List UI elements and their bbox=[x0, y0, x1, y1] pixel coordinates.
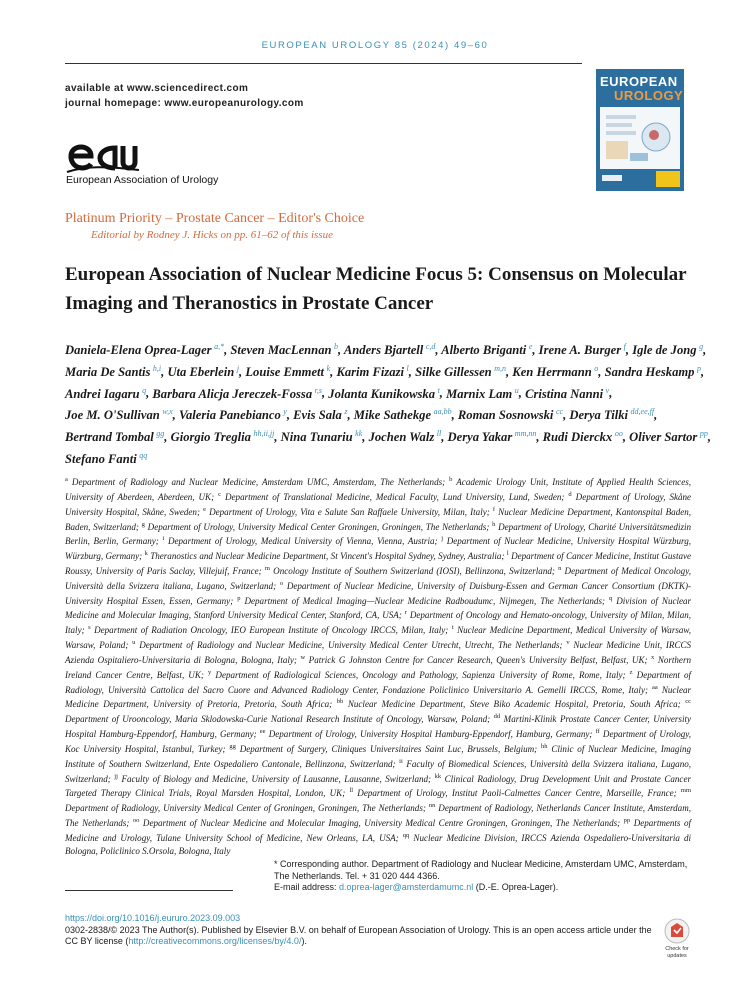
affiliation-text: Department of Nuclear Medicine, University of Duisburg-Essen and German Cancer Consortium (DKTK)-University Hospital Essen, Essen, Germany; bbox=[65, 580, 692, 606]
author-affiliation-ref[interactable]: r,s bbox=[314, 385, 322, 395]
priority-label: Platinum Priority – Prostate Cancer – Editor's Choice bbox=[65, 211, 365, 226]
affiliation-key: y bbox=[208, 668, 212, 676]
author-affiliation-ref[interactable]: kk bbox=[355, 428, 363, 438]
affiliation-key: ff bbox=[595, 728, 600, 736]
author-name: Karim Fizazi bbox=[336, 364, 404, 379]
affiliation-key: p bbox=[237, 594, 241, 602]
editorial-note: Editorial by Rodney J. Hicks on pp. 61–62 of this issue bbox=[91, 229, 333, 241]
license-end: ). bbox=[301, 936, 307, 946]
affiliation-key: ee bbox=[259, 728, 266, 736]
author-name: Igle de Jong bbox=[632, 343, 697, 358]
affiliation-text: Department of Translational Medicine, Medical Faculty, Lund University, Lund, Sweden; bbox=[225, 491, 565, 502]
author-name: Derya Yakar bbox=[447, 429, 513, 444]
affiliation-text: Martini-Klinik Prostate Cancer Center, University Hospital Hamburg-Eppendorf, Hamburg, Germany; bbox=[65, 714, 691, 740]
author-affiliation-ref[interactable]: qq bbox=[139, 450, 148, 460]
author-name: Stefano Fanti bbox=[65, 451, 137, 466]
author-affiliation-ref[interactable]: y bbox=[283, 407, 287, 417]
author[interactable] bbox=[230, 343, 338, 357]
affiliation-item bbox=[260, 729, 593, 739]
author[interactable] bbox=[167, 365, 239, 379]
author-affiliation-ref[interactable]: j bbox=[236, 363, 240, 373]
author-affiliation-ref[interactable]: f bbox=[623, 342, 626, 351]
email-label: E-mail address: bbox=[274, 882, 337, 892]
affiliation-key: f bbox=[492, 505, 496, 513]
author-name: Giorgio Treglia bbox=[170, 429, 251, 444]
affiliation-item bbox=[237, 596, 605, 606]
affiliation-text: Department of Radiology and Nuclear Medicine, Amsterdam UMC, Amsterdam, The Netherlands; bbox=[71, 477, 446, 488]
author[interactable] bbox=[328, 387, 440, 401]
author-name: Evis Sala bbox=[293, 408, 342, 423]
affiliation-text: Department of Urology, University Hospital Hamburg-Eppendorf, Hamburg, Germany; bbox=[268, 729, 593, 740]
affiliation-text: Department of Radiology, Università Cattolica del Sacro Cuore and Advanced Radiology Center, Fondazione Policlinico Universitario A. Gemelli IRCCS, Rome, Italy; bbox=[65, 669, 692, 695]
author-name: Jochen Walz bbox=[368, 429, 435, 444]
affiliation-text: Nuclear Medicine Division, IRCCS Azienda Ospedaliero-Universitaria di Bologna, Policlinico S.Orsola, Bologna, Italy bbox=[65, 832, 692, 856]
affiliation-item bbox=[229, 744, 537, 754]
author-name: Jolanta Kunikowska bbox=[328, 386, 436, 401]
author-affiliation-ref[interactable]: pp bbox=[699, 428, 708, 438]
author-affiliation-ref[interactable]: o bbox=[594, 363, 599, 373]
author-name: Cristina Nanni bbox=[525, 386, 604, 401]
affiliation-text: Nuclear Medicine Department, Steve Biko Academic Hospital, Pretoria, South Africa; bbox=[347, 699, 681, 710]
affiliation-key: u bbox=[132, 639, 136, 647]
affiliation-text: Nuclear Medicine Department, Kantonspital Baden, Baden, Switzerland; bbox=[65, 506, 692, 532]
author-name: Uta Eberlein bbox=[167, 364, 235, 379]
author-affiliation-ref[interactable]: m,n bbox=[494, 363, 506, 373]
author-name: Silke Gillessen bbox=[415, 364, 492, 379]
corresponding-author-text: * Corresponding author. Department of Radiology and Nuclear Medicine, Amsterdam UMC, Amsterdam, The Netherlands. Tel. + 31 020 444 4366. bbox=[274, 859, 688, 881]
author[interactable] bbox=[281, 430, 363, 444]
affiliation-text: Department of Urology, Koc University Hospital, Istanbul, Turkey; bbox=[65, 729, 692, 754]
author-list: Daniela-Elena Oprea-Lager $^{a,*}$, Steven MacLennan $^b$, Anders Bjartell $^{c,d}$, Alberto Briganti $^e$, Irene A. Burger $^f$, Igle de Jong $^g$, Maria De Santis $^{h,i}$, Uta Eberlein $^j$, Louise Emmett $^k$, Karim Fizazi $^l$, Silke Gillessen $^{m,n}$, Ken Herrmann $^o$, Sandra Heskamp $^p$, Andrei Iagaru $^q$, Barbara Alicja Jereczek-Fossa $^{r,s}$, Jolanta Kunikowska $^t$, Marnix Lam $^u$, Cristina Nanni $^v$, Joe M. O'Sullivan $^{w,x}$, Valeria Panebianco $^y$, Evis Sala $^z$, Mike Sathekge $^{aa,bb}$, Roman Sosnowski $^{cc}$, Derya Tilki $^{dd,ee,ff}$, Bertrand Tombal $^{gg}$, Giorgio Treglia $^{hh,ii,jj}$, Nina Tunariu $^{kk}$, Jochen Walz $^{ll}$, Derya Yakar $^{mm,nn}$, Rudi Dierckx $^{oo}$, Oliver Sartor $^{pp}$, Stefano Fanti $^{qq}$ bbox=[65, 342, 712, 466]
sciencedirect-line: available at www.sciencedirect.com bbox=[65, 83, 249, 94]
affiliation-text: Department of Urology, Institut Paoli-Calmettes Cancer Centre, Marseille, France; bbox=[357, 788, 677, 799]
author-name: Rudi Dierckx bbox=[542, 429, 613, 444]
header-divider bbox=[65, 63, 582, 64]
affiliation-text: Departments of Medicine and Urology, Tulane University School of Medicine, New Orleans, LA, USA; bbox=[65, 818, 692, 843]
author[interactable] bbox=[65, 452, 147, 466]
author-affiliation-ref[interactable]: p bbox=[697, 363, 702, 373]
author[interactable] bbox=[65, 387, 146, 401]
author[interactable] bbox=[415, 365, 506, 379]
cover-illustration-icon bbox=[600, 107, 680, 169]
author[interactable] bbox=[441, 343, 532, 357]
author-affiliation-ref[interactable]: aa,bb bbox=[433, 407, 452, 417]
affiliation-key: e bbox=[203, 505, 206, 513]
author[interactable] bbox=[369, 430, 442, 444]
affiliation-text: Division of Nuclear Medicine and Molecular Imaging, Stanford University Medical Center, Stanford, CA, USA; bbox=[65, 595, 692, 621]
author-name: Barbara Alicja Jereczek-Fossa bbox=[152, 386, 313, 401]
journal-cover-thumbnail[interactable] bbox=[596, 69, 684, 191]
author[interactable] bbox=[344, 343, 436, 357]
affiliation-text: Department of Urology, University Medical Center Groningen, Groningen, The Netherlands; bbox=[147, 521, 490, 532]
author-name: Louise Emmett bbox=[245, 364, 325, 379]
affiliation-item bbox=[133, 818, 620, 828]
eau-logo-text: European Association of Urology bbox=[66, 174, 219, 186]
affiliation-text: Department of Urology, Vita e Salute San Raffaele University, Milan, Italy; bbox=[209, 506, 490, 517]
affiliation-key: s bbox=[88, 624, 91, 632]
author[interactable] bbox=[525, 387, 609, 401]
doi-link[interactable]: https://doi.org/10.1016/j.eururo.2023.09.003 bbox=[65, 913, 241, 923]
affiliation-key: c bbox=[218, 490, 221, 498]
author-affiliation-ref[interactable]: l bbox=[406, 363, 409, 373]
affiliations bbox=[65, 474, 691, 858]
affiliation-text: Department of Cancer Medicine, Institut Gustave Roussy, University of Paris Saclay, Villejuif, France; bbox=[65, 551, 692, 576]
author[interactable] bbox=[632, 343, 703, 357]
author-affiliation-ref[interactable]: h,i bbox=[152, 363, 162, 373]
footnote-divider bbox=[65, 890, 233, 891]
author-affiliation-ref[interactable]: gg bbox=[156, 428, 165, 438]
author[interactable] bbox=[446, 387, 519, 401]
email-link[interactable]: d.oprea-lager@amsterdamumc.nl bbox=[339, 882, 474, 892]
affiliation-text: Department of Urology, Medical University of Vienna, Vienna, Austria; bbox=[167, 536, 438, 547]
affiliation-key: l bbox=[506, 550, 509, 558]
author[interactable] bbox=[171, 430, 275, 444]
author-affiliation-ref[interactable]: cc bbox=[555, 407, 564, 417]
affiliation-text: Nuclear Medicine Department, University of Pretoria, Pretoria, South Africa; bbox=[65, 684, 692, 710]
author[interactable] bbox=[293, 408, 347, 422]
author[interactable] bbox=[448, 430, 537, 444]
affiliation-key: w bbox=[300, 653, 306, 661]
affiliation-key: i bbox=[162, 535, 165, 543]
affiliation-text: Clinic of Nuclear Medicine, Imaging Institute of Southern Switzerland, Ente Ospedaliero Cantonale, Bellinzona, Switzerland; bbox=[65, 743, 692, 769]
author-name: Oliver Sartor bbox=[629, 429, 698, 444]
affiliation-text: Department of Radiation Oncology, IEO European Institute of Oncology IRCCS, Milan, Italy; bbox=[94, 625, 449, 636]
affiliation-item bbox=[65, 477, 445, 487]
email-line bbox=[274, 882, 694, 894]
author-affiliation-ref[interactable]: e bbox=[528, 342, 533, 351]
author-name: Andrei Iagaru bbox=[65, 386, 140, 401]
author-affiliation-ref[interactable]: g bbox=[699, 342, 704, 351]
author[interactable] bbox=[539, 343, 626, 357]
affiliation-key: g bbox=[141, 520, 145, 528]
cover-title-line2: UROLOGY bbox=[614, 88, 684, 103]
affiliation-item bbox=[337, 699, 681, 709]
affiliation-key: o bbox=[279, 579, 284, 587]
author-name: Bertrand Tombal bbox=[65, 429, 154, 444]
affiliation-text: Northern Ireland Cancer Centre, Belfast, UK; bbox=[65, 654, 691, 680]
page-footer bbox=[65, 913, 665, 948]
affiliation-key: dd bbox=[493, 713, 501, 721]
affiliation-item bbox=[265, 566, 555, 576]
author[interactable] bbox=[512, 365, 598, 379]
email-suffix: (D.-E. Oprea-Lager). bbox=[475, 882, 559, 892]
affiliation-key: bb bbox=[336, 698, 344, 706]
affiliation-key: n bbox=[558, 564, 562, 572]
affiliation-text: Oncology Institute of Southern Switzerland (IOSI), Bellinzona, Switzerland; bbox=[273, 565, 555, 576]
affiliation-text: Department of Radiology, University Medical Center of Groningen, Groningen, The Netherlands; bbox=[65, 803, 426, 814]
affiliation-key: qq bbox=[402, 831, 410, 839]
check-label-line2: updates bbox=[667, 952, 687, 959]
affiliation-text: Department of Radiology, Netherlands Cancer Institute, Amsterdam, The Netherlands; bbox=[65, 803, 692, 829]
author-affiliation-ref[interactable]: b bbox=[334, 342, 339, 351]
author-affiliation-ref[interactable]: k bbox=[326, 363, 331, 373]
affiliation-text: Department of Urology, Skåne University Hospital, Skåne, Sweden; bbox=[65, 491, 692, 517]
author-affiliation-ref[interactable]: q bbox=[142, 385, 147, 395]
author-affiliation-ref[interactable]: v bbox=[605, 385, 610, 395]
author[interactable] bbox=[354, 408, 452, 422]
affiliation-item bbox=[114, 774, 431, 784]
affiliation-key: mm bbox=[680, 787, 692, 795]
affiliation-text: Department of Urooncology, Maria Sklodowska-Curie National Research Institute of Oncology, Warsaw, Poland; bbox=[65, 714, 491, 725]
affiliation-key: a bbox=[65, 476, 68, 483]
author-name: Mike Sathekge bbox=[353, 408, 432, 423]
affiliation-key: q bbox=[609, 594, 613, 602]
author[interactable] bbox=[65, 408, 173, 422]
author[interactable] bbox=[336, 365, 408, 379]
affiliation-text: Department of Nuclear Medicine and Molecular Imaging, University Medical Centre Groningen, Groningen, The Netherlands; bbox=[142, 818, 621, 829]
affiliation-key: z bbox=[629, 668, 633, 676]
author[interactable] bbox=[65, 365, 161, 379]
author-name: Alberto Briganti bbox=[441, 343, 527, 358]
eau-logo-icon bbox=[65, 140, 141, 174]
cover-publisher-mark bbox=[602, 175, 622, 181]
affiliation-item bbox=[162, 536, 437, 546]
author-name: Roman Sosnowski bbox=[457, 408, 554, 423]
author-name: Marnix Lam bbox=[446, 386, 513, 401]
affiliation-key: hh bbox=[541, 742, 548, 750]
homepage-line: journal homepage: www.europeanurology.com bbox=[65, 98, 304, 109]
author[interactable] bbox=[605, 365, 701, 379]
affiliation-item bbox=[142, 522, 490, 532]
affiliation-key: jj bbox=[114, 772, 118, 780]
author-name: Daniela-Elena Oprea-Lager bbox=[65, 343, 212, 358]
affiliation-key: d bbox=[568, 490, 572, 498]
affiliation-text: Department of Urology, Charité Universitätsmedizin Berlin, Berlin, Germany; bbox=[65, 521, 692, 547]
author-affiliation-ref[interactable]: mm,nn bbox=[514, 428, 537, 438]
affiliation-text: Department of Nuclear Medicine, University Hospital Würzburg, Würzburg, Germany; bbox=[65, 536, 692, 562]
affiliation-item bbox=[349, 788, 676, 798]
affiliation-key: h bbox=[492, 520, 496, 528]
author[interactable] bbox=[458, 408, 563, 422]
affiliation-text: Department of Radiology and Nuclear Medicine, University Medical Center Utrecht, Utrecht, The Netherlands; bbox=[139, 640, 563, 651]
affiliation-text: Patrick G Johnston Centre for Cancer Research, Queen's University Belfast, Belfast, UK; bbox=[308, 654, 648, 665]
author-name: Maria De Santis bbox=[65, 364, 151, 379]
affiliation-item bbox=[132, 640, 562, 650]
cover-figure bbox=[600, 107, 680, 169]
author-affiliation-ref[interactable]: a,* bbox=[214, 342, 225, 351]
author-name: Valeria Panebianco bbox=[178, 408, 281, 423]
affiliation-text: Nuclear Medicine Unit, IRCCS Azienda Ospitaliero-Universitaria di Bologna, Bologna, Italy; bbox=[65, 640, 692, 665]
affiliation-text: Department of Surgery, Cliniques Universitaires Saint Luc, Brussels, Belgium; bbox=[239, 743, 538, 754]
author-affiliation-ref[interactable]: dd,ee,ff bbox=[630, 407, 655, 417]
article-title: European Association of Nuclear Medicine Focus 5: Consensus on Molecular Imaging and Theranostics in Prostate Cancer bbox=[65, 264, 687, 314]
affiliation-item bbox=[300, 655, 647, 665]
affiliation-text: Nuclear Medicine Department, Medical University of Warsaw, Warsaw, Poland; bbox=[65, 625, 692, 651]
author[interactable] bbox=[569, 408, 654, 422]
author[interactable] bbox=[179, 408, 287, 422]
cover-impact-badge bbox=[656, 171, 680, 187]
license-statement bbox=[65, 925, 665, 948]
license-link[interactable]: http://creativecommons.org/licenses/by/4.0/ bbox=[128, 936, 302, 946]
author-name: Joe M. O'Sullivan bbox=[65, 408, 160, 423]
affiliation-text: Department of Medical Imaging—Nuclear Medicine Radboudumc, Nijmegen, The Netherlands; bbox=[244, 595, 605, 606]
affiliation-key: gg bbox=[229, 742, 236, 750]
author-name: Anders Bjartell bbox=[343, 343, 424, 358]
author-affiliation-ref[interactable]: oo bbox=[614, 428, 623, 438]
affiliation-key: b bbox=[449, 476, 453, 483]
author[interactable] bbox=[245, 365, 330, 379]
affiliation-text: Faculty of Biomedical Sciences, Università della Svizzera italiana, Lugano, Switzerland; bbox=[65, 758, 691, 784]
affiliation-key: pp bbox=[623, 817, 631, 825]
affiliation-item bbox=[203, 507, 490, 517]
author-affiliation-ref[interactable]: u bbox=[514, 385, 519, 395]
author-name: Sandra Heskamp bbox=[604, 364, 695, 379]
affiliation-key: r bbox=[404, 609, 407, 617]
corresponding-author-note bbox=[274, 859, 694, 894]
affiliation-key: aa bbox=[652, 683, 658, 691]
affiliation-key: nn bbox=[428, 802, 436, 810]
author-name: Irene A. Burger bbox=[538, 343, 622, 358]
author-name: Nina Tunariu bbox=[280, 429, 353, 444]
check-label-line1: Check for bbox=[665, 946, 689, 952]
author[interactable] bbox=[543, 430, 623, 444]
availability-block bbox=[65, 81, 304, 111]
affiliation-key: m bbox=[264, 564, 270, 572]
author[interactable] bbox=[65, 343, 224, 357]
affiliation-key: v bbox=[566, 639, 570, 647]
author-affiliation-ref[interactable]: z bbox=[344, 407, 348, 417]
affiliation-item bbox=[88, 625, 448, 635]
affiliation-text: Faculty of Biology and Medicine, University of Lausanne, Lausanne, Switzerland; bbox=[121, 773, 432, 784]
cover-title-line1: EUROPEAN bbox=[600, 74, 678, 89]
affiliation-text: Department of Medical Oncology, Università della Svizzera italiana, Lugano, Switzerland; bbox=[65, 565, 691, 591]
affiliation-item bbox=[208, 670, 626, 680]
affiliation-text: Clinical Radiology, Drug Development Unit and Prostate Cancer Targeted Therapy Clinical Trials, Royal Marsden Hospital, London, UK; bbox=[65, 773, 691, 799]
affiliation-key: ii bbox=[399, 757, 403, 765]
affiliation-key: oo bbox=[132, 817, 140, 825]
affiliation-key: k bbox=[144, 550, 148, 558]
author-affiliation-ref[interactable]: hh,ii,jj bbox=[253, 428, 275, 438]
affiliation-text: Department of Oncology and Hemato-oncology, University of Milan, Milan, Italy; bbox=[65, 610, 692, 636]
affiliation-text: Department of Radiological Sciences, Oncology and Pathology, Sapienza University of Rome, Rome, Italy; bbox=[215, 669, 626, 680]
author-affiliation-ref[interactable]: ll bbox=[436, 428, 442, 438]
affiliation-text: Theranostics and Nuclear Medicine Department, St Vincent's Hospital Sydney, Sydney, Australia; bbox=[150, 551, 505, 562]
affiliation-item bbox=[218, 492, 564, 502]
affiliation-key: j bbox=[441, 535, 443, 543]
author-affiliation-ref[interactable]: c,d bbox=[425, 342, 436, 351]
author[interactable] bbox=[65, 430, 164, 444]
affiliation-key: kk bbox=[434, 772, 442, 780]
check-for-updates-label[interactable] bbox=[655, 946, 699, 959]
author-affiliation-ref[interactable]: w,x bbox=[162, 407, 173, 417]
author-name: Derya Tilki bbox=[569, 408, 629, 423]
affiliation-key: cc bbox=[685, 698, 691, 706]
affiliation-item bbox=[145, 551, 505, 561]
author[interactable] bbox=[629, 430, 708, 444]
license-text: 0302-2838/© 2023 The Author(s). Published by Elsevier B.V. on behalf of European Association of Urology. This is an open access article under the CC BY license ( bbox=[65, 924, 652, 946]
affiliation-key: ll bbox=[349, 787, 354, 795]
author-name: Ken Herrmann bbox=[512, 364, 592, 379]
affiliation-key: t bbox=[451, 624, 454, 632]
author-name: Steven MacLennan bbox=[230, 343, 332, 358]
affiliation-key: x bbox=[651, 653, 655, 661]
author-affiliation-ref[interactable]: t bbox=[437, 385, 440, 395]
author[interactable] bbox=[152, 387, 322, 401]
affiliation-text: Academic Urology Unit, Institute of Applied Health Sciences, University of Aberdeen, Aberdeen, UK; bbox=[65, 477, 691, 502]
journal-running-header: EUROPEAN UROLOGY 85 (2024) 49–60 bbox=[261, 40, 489, 51]
